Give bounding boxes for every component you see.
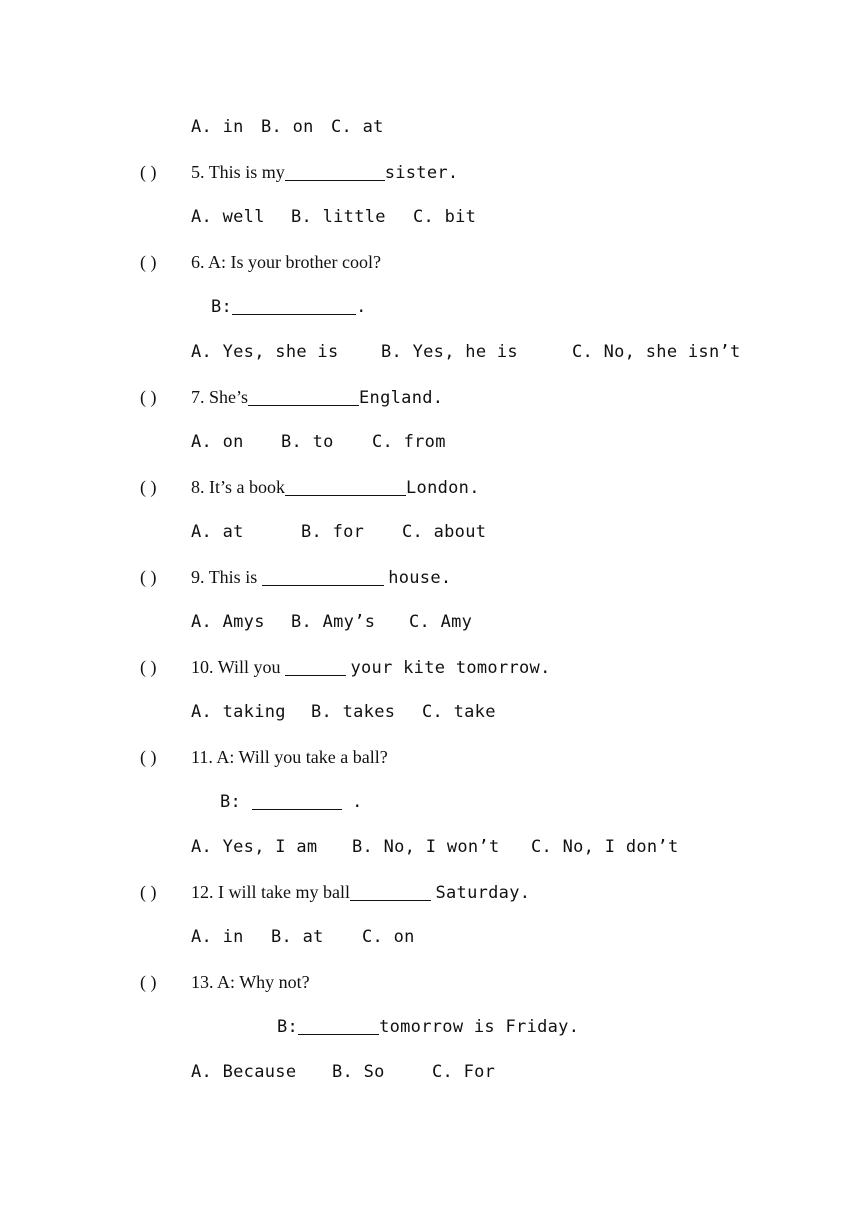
question-text [191,247,381,277]
option-b: B. No, I won’t [352,837,500,857]
answer-paren[interactable]: ( ) [140,747,157,767]
option-b: B. to [281,432,334,452]
question-stem: She’s [209,387,249,407]
question-tail: Saturday. [435,883,531,903]
question-tail: your kite tomorrow. [350,658,551,678]
question-text [191,967,310,997]
answer-paren[interactable]: ( ) [140,972,157,992]
answer-paren[interactable]: ( ) [140,882,157,902]
question-tail: England. [359,388,444,408]
question-number: 13. [191,972,214,992]
speaker-label: B: . [220,787,363,817]
option-a: A. in [191,927,244,947]
option-a: A. in [191,117,244,137]
answer-blank[interactable] [298,1014,379,1035]
option-c: C. bit [413,207,477,227]
answer-blank[interactable] [350,880,431,901]
option-c: C. No, she isn’t [572,342,741,362]
question-tail: house. [388,568,452,588]
question-number: 8. [191,477,205,497]
option-c: C. For [432,1062,496,1082]
question-number: 7. [191,387,205,407]
question-tail: sister. [384,163,459,183]
answer-paren[interactable]: ( ) [140,477,157,497]
question-text [191,157,458,188]
answer-paren[interactable]: ( ) [140,387,157,407]
answer-blank[interactable] [285,475,406,496]
option-a: A. Because [191,1062,297,1082]
speaker-label: B: tomorrow is Friday. [277,1012,579,1042]
question-text [191,472,480,503]
question-number: 12. [191,882,214,902]
question-stem: I will take my ball [218,882,350,902]
option-b: B. little [291,207,386,227]
question-number: 11. [191,747,213,767]
question-stem: This is [208,567,258,587]
answer-paren[interactable]: ( ) [140,657,157,677]
option-b: B. takes [311,702,396,722]
option-b: B. on [261,117,314,137]
option-b: B. So [332,1062,385,1082]
option-a: A. Yes, she is [191,342,339,362]
option-c: C. at [331,117,384,137]
speaker-label: B: . [211,292,367,322]
answer-blank[interactable] [248,385,359,406]
question-number: 9. [191,567,205,587]
option-a: A. taking [191,702,286,722]
option-b: B. for [301,522,365,542]
answer-paren[interactable]: ( ) [140,567,157,587]
option-a: A. Yes, I am [191,837,318,857]
question-text [191,382,443,413]
option-c: C. No, I don’t [531,837,679,857]
question-tail: London. [406,478,480,498]
answer-blank[interactable] [232,294,356,315]
option-c: C. Amy [409,612,473,632]
option-c: C. take [422,702,496,722]
question-number: 6. [191,252,205,272]
answer-blank[interactable] [252,789,342,810]
question-stem: Will you [217,657,281,677]
option-a: A. Amys [191,612,265,632]
answer-blank[interactable] [285,160,385,181]
option-a: A. well [191,207,265,227]
question-stem: This is my [208,162,285,182]
answer-blank[interactable] [285,655,346,676]
option-a: A. at [191,522,244,542]
question-text [191,742,388,772]
option-b: B. Yes, he is [381,342,518,362]
option-c: C. from [372,432,446,452]
question-text [191,652,551,683]
answer-paren[interactable]: ( ) [140,162,157,182]
question-number: 10. [191,657,214,677]
question-number: 5. [191,162,205,182]
question-stem: A: Is your brother cool? [208,252,381,272]
question-text [191,877,530,908]
option-c: C. on [362,927,415,947]
answer-blank[interactable] [262,565,384,586]
option-b: B. Amy’s [291,612,376,632]
option-a: A. on [191,432,244,452]
question-stem: A: Why not? [217,972,310,992]
question-stem: A: Will you take a ball? [216,747,388,767]
option-b: B. at [271,927,324,947]
option-c: C. about [402,522,487,542]
question-text [191,562,451,593]
question-stem: It’s a book [209,477,285,497]
answer-paren[interactable]: ( ) [140,252,157,272]
